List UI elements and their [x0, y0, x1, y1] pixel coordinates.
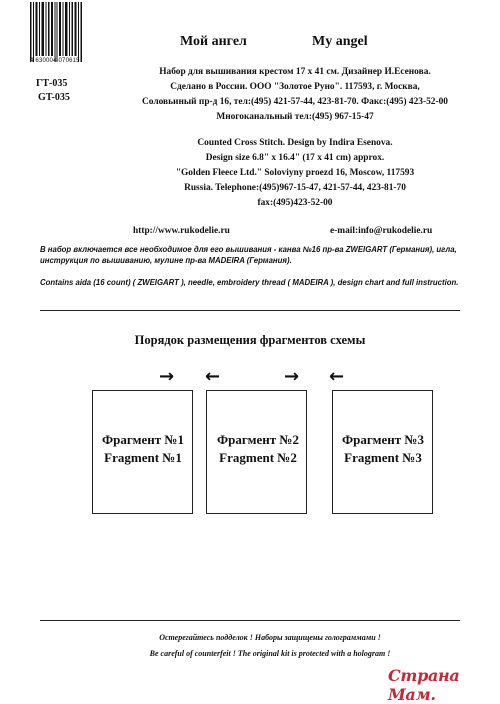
website-link[interactable]: http://www.rukodelie.ru: [133, 226, 230, 236]
ru-info-line: Соловьиный пр-д 16, тел:(495) 421-57-44, 423-81-70. Факс:(495) 423-52-00: [141, 97, 448, 107]
fragment-2-label: [198, 431, 318, 467]
en-info-line: "Golden Fleece Ltd." Soloviyny proezd 16, Moscow, 117593: [175, 168, 415, 178]
product-code-ru: ГТ-035: [36, 78, 68, 89]
fragment-3-label: [323, 431, 443, 467]
barcode-digits: 4 630004 070615: [30, 58, 80, 64]
fragment-2-ru: Фрагмент №2: [217, 432, 299, 447]
fragment-1-ru: Фрагмент №1: [102, 432, 184, 447]
arrow-left-icon: ←: [329, 366, 345, 387]
arrow-right-icon: →: [284, 366, 300, 387]
arrow-left-icon: ←: [205, 366, 221, 387]
fragment-3-ru: Фрагмент №3: [342, 432, 424, 447]
ru-info-line: Многоканальный тел:(495) 967-15-47: [216, 112, 374, 122]
fragment-3-en: Fragment №3: [344, 450, 422, 465]
divider: [40, 620, 460, 621]
fragment-1-en: Fragment №1: [104, 450, 182, 465]
ru-info-line: Набор для вышивания крестом 17 х 41 см. Дизайнер И.Есенова.: [159, 67, 431, 77]
barcode-icon: [30, 2, 82, 62]
title-en: My angel: [312, 34, 368, 49]
watermark-dot: .: [430, 685, 436, 704]
arrow-right-icon: →: [159, 366, 175, 387]
watermark-logo: [388, 666, 500, 704]
watermark-text: Страна Мам: [388, 666, 460, 704]
counterfeit-warning-ru: Остерегайтесь подделок ! Наборы защищены голограммами !: [159, 633, 381, 642]
en-info-line: Counted Cross Stitch. Design by Indira Esenova.: [197, 138, 393, 148]
counterfeit-warning-en: Be careful of counterfeit ! The original kit is protected with a hologram !: [149, 649, 391, 658]
email-link[interactable]: e-mail:info@rukodelie.ru: [330, 226, 433, 236]
title-ru: Мой ангел: [180, 34, 247, 49]
en-info-line: Design size 6.8" x 16.4" (17 x 41 cm) approx.: [205, 153, 385, 163]
divider: [40, 310, 460, 311]
en-info-line: Russia. Telephone:(495)967-15-47, 421-57-44, 423-81-70: [184, 183, 406, 193]
kit-contents-ru: В набор включается все необходимое для его вышивания - канва №16 пр-ва ZWEIGART (Германия), игла, инструкция по вышиванию, мулине пр-ва MADEIRA (Германия).: [40, 245, 457, 265]
product-code-en: GT-035: [38, 92, 70, 103]
ru-info-line: Сделано в России. ООО "Золотое Руно". 117593, г. Москва,: [170, 82, 420, 92]
kit-contents-en: Contains aida (16 count) ( ZWEIGART ), needle, embroidery thread ( MADEIRA ), design chart and full instruction.: [40, 278, 459, 287]
fragments-order-title: Порядок размещения фрагментов схемы: [134, 333, 366, 347]
fragment-1-label: [83, 431, 203, 467]
en-info-line: fax:(495)423-52-00: [257, 198, 333, 208]
fragment-2-en: Fragment №2: [219, 450, 297, 465]
